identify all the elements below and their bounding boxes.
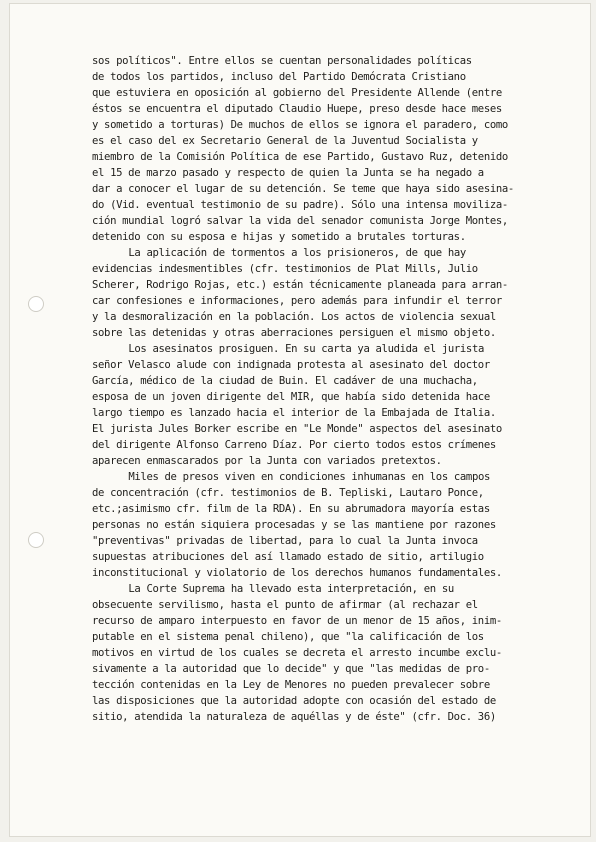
text-line: sos políticos". Entre ellos se cuentan personalidades políticas	[92, 55, 472, 67]
text-line: y sometido a torturas) De muchos de ellos se ignora el paradero, como	[92, 119, 508, 131]
text-line: evidencias indesmentibles (cfr. testimonios de Plat Mills, Julio	[92, 263, 478, 275]
text-line: sobre las detenidas y otras aberraciones persiguen el mismo objeto.	[92, 327, 496, 339]
text-line: car confesiones e informaciones, pero además para infundir el terror	[92, 295, 502, 307]
text-line: tección contenidas en la Ley de Menores no pueden prevalecer sobre	[92, 679, 490, 691]
text-line: "preventivas" privadas de libertad, para lo cual la Junta invoca	[92, 535, 478, 547]
text-line: sitio, atendida la naturaleza de aquéllas y de éste" (cfr. Doc. 36)	[92, 711, 496, 723]
text-line: detenido con su esposa e hijas y sometido a brutales torturas.	[92, 231, 466, 243]
text-line: éstos se encuentra el diputado Claudio Huepe, preso desde hace meses	[92, 103, 502, 115]
text-line: Scherer, Rodrigo Rojas, etc.) están técnicamente planeada para arran-	[92, 279, 508, 291]
text-line: Los asesinatos prosiguen. En su carta ya aludida el jurista	[128, 343, 485, 355]
text-line: Miles de presos viven en condiciones inhumanas en los campos	[128, 471, 491, 483]
text-line: supuestas atribuciones del así llamado estado de sitio, artilugio	[92, 551, 484, 563]
text-line: dar a conocer el lugar de su detención. Se teme que haya sido asesina-	[92, 183, 514, 195]
text-line: las disposiciones que la autoridad adopte con ocasión del estado de	[92, 695, 496, 707]
text-line: de concentración (cfr. testimonios de B. Tepliski, Lautaro Ponce,	[92, 487, 484, 499]
text-line: motivos en virtud de los cuales se decreta el arresto incumbe exclu-	[92, 647, 502, 659]
text-line: aparecen enmascarados por la Junta con variados pretextos.	[92, 455, 442, 467]
text-line: del dirigente Alfonso Carreno Díaz. Por cierto todos estos crímenes	[92, 439, 496, 451]
punch-hole-top	[28, 296, 44, 312]
punch-hole-bottom	[28, 532, 44, 548]
text-line: etc.;asimismo cfr. film de la RDA). En su abrumadora mayoría estas	[92, 503, 490, 515]
text-line: putable en el sistema penal chileno), que "la calificación de los	[92, 631, 484, 643]
text-line: señor Velasco alude con indignada protesta al asesinato del doctor	[92, 359, 490, 371]
text-line: recurso de amparo interpuesto en favor de un menor de 15 años, inim-	[92, 615, 502, 627]
text-line: esposa de un joven dirigente del MIR, que había sido detenida hace	[92, 391, 490, 403]
text-line: García, médico de la ciudad de Buin. El cadáver de una muchacha,	[92, 375, 478, 387]
typewritten-body-text	[92, 53, 596, 725]
text-line: personas no están siquiera procesadas y se las mantiene por razones	[92, 519, 496, 531]
text-line: do (Vid. eventual testimonio de su padre). Sólo una intensa moviliza-	[92, 199, 508, 211]
text-line: inconstitucional y violatorio de los derechos humanos fundamentales.	[92, 567, 502, 579]
text-line: obsecuente servilismo, hasta el punto de afirmar (al rechazar el	[92, 599, 478, 611]
text-line: El jurista Jules Borker escribe en "Le Monde" aspectos del asesinato	[92, 423, 502, 435]
text-line: el 15 de marzo pasado y respecto de quien la Junta se ha negado a	[92, 167, 484, 179]
text-line: que estuviera en oposición al gobierno del Presidente Allende (entre	[92, 87, 502, 99]
text-line: es el caso del ex Secretario General de la Juventud Socialista y	[92, 135, 478, 147]
text-line: y la desmoralización en la población. Los actos de violencia sexual	[92, 311, 496, 323]
text-line: largo tiempo es lanzado hacia el interior de la Embajada de Italia.	[92, 407, 496, 419]
text-line: La Corte Suprema ha llevado esta interpretación, en su	[128, 583, 454, 595]
text-line: de todos los partidos, incluso del Partido Demócrata Cristiano	[92, 71, 466, 83]
text-line: sivamente a la autoridad que lo decide" y que "las medidas de pro-	[92, 663, 490, 675]
text-line: La aplicación de tormentos a los prisioneros, de que hay	[128, 247, 466, 259]
document-page	[10, 4, 590, 836]
text-line: ción mundial logró salvar la vida del senador comunista Jorge Montes,	[92, 215, 508, 227]
text-line: miembro de la Comisión Política de ese Partido, Gustavo Ruz, detenido	[92, 151, 508, 163]
